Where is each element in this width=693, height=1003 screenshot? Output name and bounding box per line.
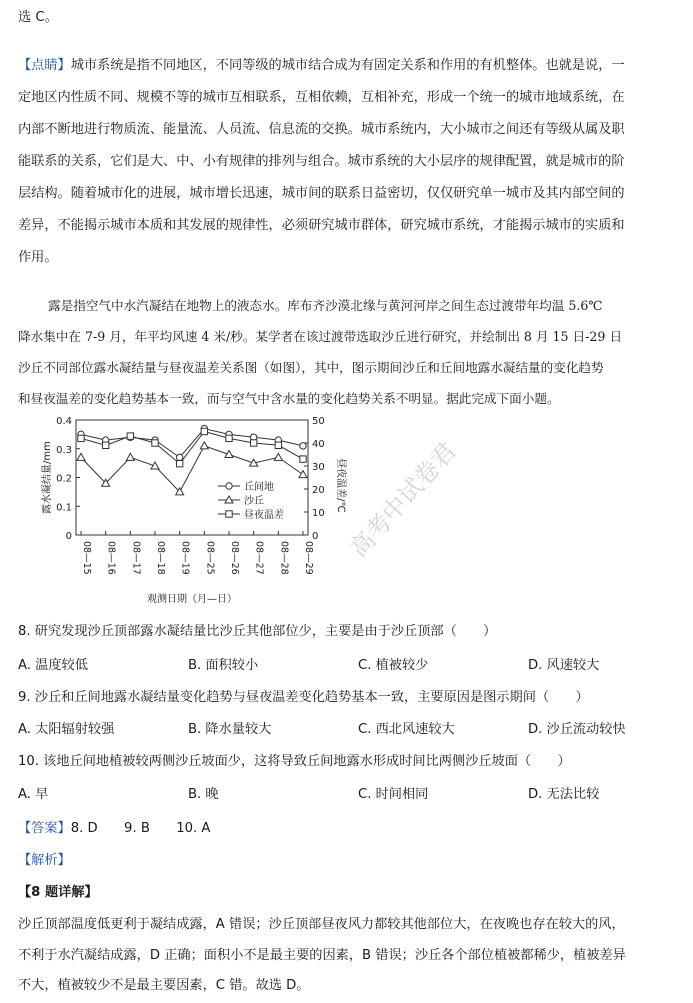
data-point-square: [127, 433, 133, 439]
watermark: 高考中试卷君: [344, 437, 462, 563]
data-point-square: [102, 442, 108, 448]
analysis-tag: 【解析】: [18, 853, 71, 868]
data-point-square: [176, 461, 182, 467]
dew-chart: [0, 410, 693, 610]
option-b: B. 晚: [188, 787, 219, 802]
legend-marker: [226, 483, 232, 489]
data-point-circle: [300, 443, 306, 449]
option-c: C. 植被较少: [358, 658, 429, 673]
intro-line-4: 和昼夜温差的变化趋势基本一致，而与空气中含水量的变化趋势关系不明显。据此完成下面小题。: [18, 391, 560, 406]
y-right-tick-label: 10: [312, 508, 325, 519]
intro-line-1: 露是指空气中水汽凝结在地物上的液态水。库布齐沙漠北缘与黄河河岸之间生态过渡带年均温 5.6℃: [48, 298, 603, 313]
y-right-tick-label: 0: [312, 531, 319, 542]
y-right-axis-title: 昼夜温差/℃: [335, 458, 346, 513]
y-right-tick-label: 50: [312, 416, 325, 427]
x-tick-label: 08—26: [229, 541, 240, 575]
detail-line-2: 不利于水汽凝结成露，D 正确；面积小不是最主要的因素，B 错误；沙丘各个部位植被都稀少，植被差异: [18, 948, 626, 963]
x-tick-label: 08—19: [179, 541, 191, 575]
top-answer-line: 选 C。: [18, 10, 58, 25]
dianjing-line-7: 作用。: [18, 250, 58, 265]
dianjing-line-2: 定地区内性质不同、规模不等的城市互相联系，互相依赖，互相补充，形成一个统一的城市地域系统，在: [18, 90, 625, 105]
answer-tag: 【答案】: [18, 821, 71, 836]
x-tick-label: 08—17: [130, 541, 142, 575]
x-tick-label: 08—29: [303, 541, 314, 575]
option-a: A. 温度较低: [18, 658, 88, 673]
dianjing-line-1: 【点睛】城市系统是指不同地区，不同等级的城市结合成为有固定关系和作用的有机整体。也就是说，一: [18, 58, 625, 73]
x-tick-label: 08—16: [105, 541, 117, 575]
question-stem: 8. 研究发现沙丘顶部露水凝结量比沙丘其他部位少，主要是由于沙丘顶部（ ）: [18, 624, 497, 639]
y-left-tick-label: 0.2: [56, 473, 72, 485]
x-tick-label: 08—27: [253, 541, 265, 575]
option-c: C. 西北风速较大: [358, 722, 455, 737]
dianjing-line-5: 层结构。随着城市化的进展，城市增长迅速，城市间的联系日益密切，仅仅研究单一城市及其内部空间的: [18, 186, 625, 201]
option-d: D. 沙丘流动较快: [528, 722, 626, 737]
dianjing-tag: 【点睛】: [18, 58, 71, 73]
y-left-tick-label: 0: [65, 531, 72, 542]
x-tick-label: 08—18: [155, 541, 166, 575]
y-left-tick-label: 0.1: [56, 502, 72, 514]
y-left-axis-title: 露水凝结量/mm: [42, 441, 53, 514]
option-d: D. 无法比较: [528, 787, 600, 802]
detail-line-3: 不大，植被较少不是最主要因素，C 错。故选 D。: [18, 978, 310, 993]
option-a: A. 早: [18, 787, 49, 802]
data-point-triangle: [274, 453, 282, 460]
data-point-triangle: [200, 442, 208, 449]
data-point-square: [78, 435, 84, 441]
data-point-triangle: [77, 453, 85, 460]
series-line-square: [81, 432, 303, 464]
data-point-square: [300, 456, 306, 462]
legend-marker: [226, 511, 232, 517]
legend-label: 沙丘: [244, 496, 264, 507]
dianjing-line-4: 能联系的关系，它们是大、中、小有规律的排列与组合。城市系统的大小层序的规律配置，就是城市的阶: [18, 154, 625, 169]
x-tick-label: 08—25: [204, 541, 216, 575]
dianjing-line-3: 内部不断地进行物质流、能量流、人员流、信息流的交换。城市系统内，大小城市之间还有等级从属及职: [18, 122, 625, 137]
detail-tag: 【8 题详解】: [18, 885, 98, 900]
data-point-square: [226, 435, 232, 441]
y-left-tick-label: 0.3: [56, 444, 72, 456]
x-axis-title: 观测日期（月—日）: [147, 594, 237, 605]
question-stem: 9. 沙丘和丘间地露水凝结量变化趋势与昼夜温差变化趋势基本一致，主要原因是图示期间（ ）: [18, 690, 589, 705]
question-stem: 10. 该地丘间地植被较两侧沙丘坡面少，这将导致丘间地露水形成时间比两侧沙丘坡面（ ）: [18, 754, 571, 769]
data-point-square: [152, 440, 158, 446]
x-tick-label: 08—28: [278, 541, 290, 575]
data-point-square: [201, 428, 207, 434]
intro-line-2: 降水集中在 7-9 月，年平均风速 4 米/秒。某学者在该过渡带选取沙丘进行研究，并绘制出 8 月 15 日-29 日: [18, 329, 623, 344]
option-d: D. 风速较大: [528, 658, 600, 673]
answer-line: [18, 817, 210, 836]
x-tick-label: 08—15: [81, 541, 92, 575]
legend-label: 丘间地: [244, 482, 274, 493]
data-point-triangle: [299, 471, 307, 478]
y-left-tick-label: 0.4: [56, 416, 72, 427]
data-point-square: [275, 442, 281, 448]
option-b: B. 降水量较大: [188, 722, 272, 737]
answer-text: 8. D 9. B 10. A: [70, 821, 211, 836]
data-point-triangle: [126, 453, 134, 460]
detail-line-1: 沙丘顶部温度低更利于凝结成露，A 错误；沙丘顶部昼夜风力都较其他部位大，在夜晚也存在较大的风，: [18, 917, 625, 932]
series-line-circle: [81, 429, 303, 458]
y-right-tick-label: 40: [312, 439, 325, 450]
option-c: C. 时间相同: [358, 787, 429, 802]
y-right-tick-label: 20: [312, 485, 325, 496]
legend-label: 昼夜温差: [244, 510, 284, 521]
option-b: B. 面积较小: [188, 658, 259, 673]
option-a: A. 太阳辐射较强: [18, 722, 115, 737]
data-point-circle: [176, 454, 182, 460]
y-right-tick-label: 30: [312, 462, 325, 473]
data-point-square: [250, 440, 256, 446]
intro-line-3: 沙丘不同部位露水凝结量与昼夜温差关系图（如图），其中，图示期间沙丘和丘间地露水凝结量的变化趋势: [18, 360, 604, 375]
dianjing-line-6: 差异，不能揭示城市本质和其发展的规律性，必须研究城市群体，研究城市系统，才能揭示城市的实质和: [18, 218, 625, 233]
